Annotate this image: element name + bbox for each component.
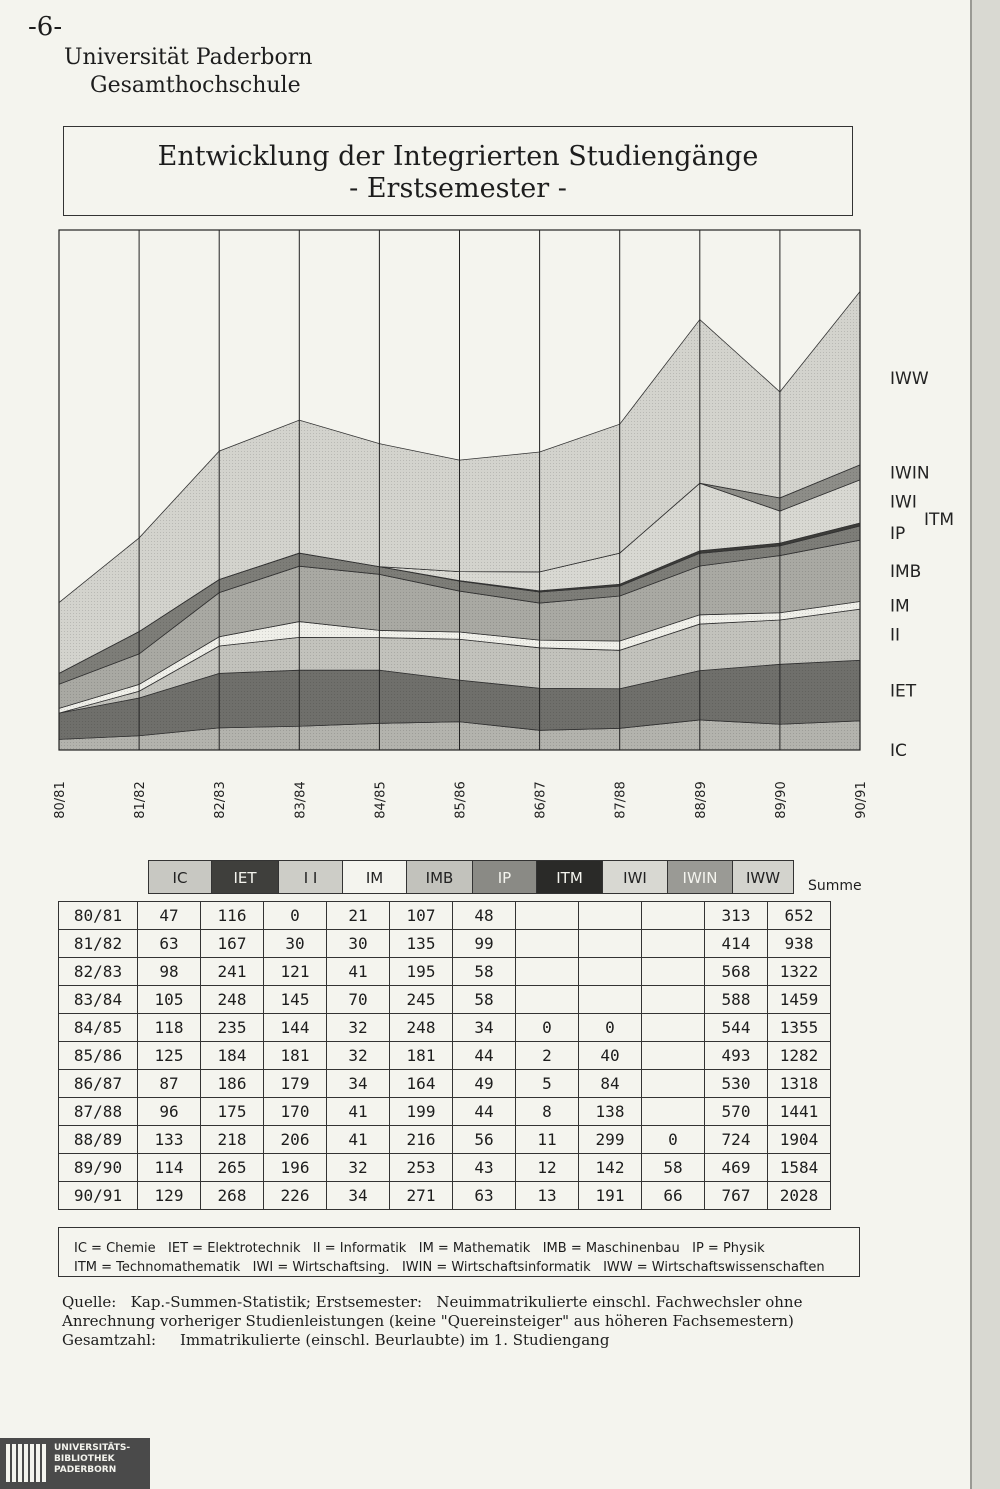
table-cell: 129: [138, 1182, 201, 1210]
table-cell: 253: [390, 1154, 453, 1182]
table-cell: 145: [264, 986, 327, 1014]
series-label-iwin: IWIN: [890, 463, 930, 484]
table-cell: 12: [516, 1154, 579, 1182]
table-cell: 114: [138, 1154, 201, 1182]
logo-bar: [30, 1444, 34, 1482]
table-cell: 767: [705, 1182, 768, 1210]
table-cell: [579, 986, 642, 1014]
row-year: 90/91: [59, 1182, 138, 1210]
table-cell: 226: [264, 1182, 327, 1210]
table-cell: [642, 958, 705, 986]
table-cell: 43: [453, 1154, 516, 1182]
table-cell: [642, 902, 705, 930]
table-cell: 195: [390, 958, 453, 986]
table-cell: 5: [516, 1070, 579, 1098]
table-cell: 2: [516, 1042, 579, 1070]
table-cell: 268: [201, 1182, 264, 1210]
table-cell: 84: [579, 1070, 642, 1098]
table-cell: [642, 930, 705, 958]
table-cell: 116: [201, 902, 264, 930]
chart-title-line-1: Entwicklung der Integrierten Studiengänge: [157, 141, 759, 172]
row-sum: 1355: [768, 1014, 831, 1042]
logo-bar: [24, 1444, 28, 1482]
table-cell: 724: [705, 1126, 768, 1154]
table-cell: 32: [327, 1014, 390, 1042]
table-cell: 0: [516, 1014, 579, 1042]
table-row: [59, 902, 831, 930]
table-cell: 105: [138, 986, 201, 1014]
row-sum: 652: [768, 902, 831, 930]
row-year: 88/89: [59, 1126, 138, 1154]
table-cell: 58: [453, 958, 516, 986]
header-label: IET: [229, 869, 260, 887]
table-cell: [642, 1070, 705, 1098]
institution-line-1: Universität Paderborn: [64, 45, 313, 70]
row-year: 85/86: [59, 1042, 138, 1070]
table-cell: 118: [138, 1014, 201, 1042]
table-cell: 216: [390, 1126, 453, 1154]
table-cell: 98: [138, 958, 201, 986]
table-cell: 21: [327, 902, 390, 930]
row-sum: 2028: [768, 1182, 831, 1210]
table-cell: 0: [642, 1126, 705, 1154]
table-row: [59, 1098, 831, 1126]
table-cell: 32: [327, 1042, 390, 1070]
header-iet: [211, 860, 279, 894]
header-iwin: [667, 860, 733, 894]
header-imb: [406, 860, 473, 894]
table-cell: 41: [327, 1126, 390, 1154]
table-row: [59, 1014, 831, 1042]
table-cell: 11: [516, 1126, 579, 1154]
library-logo: [0, 1438, 150, 1489]
x-tick-label: 88/89: [693, 781, 709, 819]
table-cell: 588: [705, 986, 768, 1014]
header-iwi: [602, 860, 668, 894]
table-cell: [516, 986, 579, 1014]
table-cell: 70: [327, 986, 390, 1014]
table-row: [59, 1182, 831, 1210]
abbreviation-line-2: ITM = Technomathematik IWI = Wirtschaftsing. IWIN = Wirtschaftsinformatik IWW = Wirtschaftswissenschaften: [74, 1260, 825, 1275]
series-label-ii: II: [890, 625, 901, 646]
series-label-iwi: IWI: [890, 492, 917, 513]
library-logo-text: [54, 1443, 130, 1476]
row-sum: 1441: [768, 1098, 831, 1126]
x-tick-label: 82/83: [213, 781, 229, 819]
x-tick-label: 86/87: [533, 781, 549, 819]
table-cell: [642, 1014, 705, 1042]
header-label: IP: [494, 869, 515, 887]
table-cell: 107: [390, 902, 453, 930]
summe-header: Summe: [808, 878, 862, 894]
table-cell: 299: [579, 1126, 642, 1154]
table-cell: 181: [264, 1042, 327, 1070]
table-cell: 530: [705, 1070, 768, 1098]
x-tick-label: 84/85: [373, 781, 389, 819]
library-line-1: UNIVERSITÄTS-: [54, 1443, 131, 1453]
row-year: 81/82: [59, 930, 138, 958]
table-row: [59, 958, 831, 986]
series-label-ic: IC: [890, 741, 907, 761]
institution-line-2: Gesamthochschule: [90, 73, 301, 98]
series-label-itm: ITM: [924, 510, 955, 531]
table-cell: 0: [579, 1014, 642, 1042]
table-cell: 47: [138, 902, 201, 930]
table-cell: [516, 930, 579, 958]
table-cell: 271: [390, 1182, 453, 1210]
table-cell: 87: [138, 1070, 201, 1098]
abbreviation-legend: [58, 1227, 860, 1277]
header-label: IC: [172, 869, 188, 887]
table-cell: 34: [327, 1070, 390, 1098]
table-cell: 544: [705, 1014, 768, 1042]
table-cell: 32: [327, 1154, 390, 1182]
row-year: 89/90: [59, 1154, 138, 1182]
table-cell: 184: [201, 1042, 264, 1070]
x-tick-label: 87/88: [613, 781, 629, 819]
header-label: ITM: [552, 869, 587, 887]
table-cell: 181: [390, 1042, 453, 1070]
table-cell: [516, 902, 579, 930]
table-cell: 167: [201, 930, 264, 958]
row-sum: 1904: [768, 1126, 831, 1154]
table-row: [59, 930, 831, 958]
table-cell: 133: [138, 1126, 201, 1154]
series-label-imb: IMB: [890, 561, 922, 582]
header-itm: [536, 860, 603, 894]
x-tick-label: 90/91: [854, 781, 869, 819]
table-cell: 58: [453, 986, 516, 1014]
header-label: I I: [303, 869, 318, 887]
library-line-2: BIBLIOTHEK: [54, 1454, 115, 1464]
table-cell: 63: [138, 930, 201, 958]
logo-bar: [42, 1444, 46, 1482]
table-cell: 99: [453, 930, 516, 958]
x-tick-label: 89/90: [773, 781, 789, 819]
table-cell: 58: [642, 1154, 705, 1182]
source-line-2: Anrechnung vorheriger Studienleistungen (keine "Quereinsteiger" aus höheren Fachsemestern): [62, 1312, 794, 1330]
row-sum: 1282: [768, 1042, 831, 1070]
chart-title-line-2: - Erstsemester -: [349, 173, 567, 204]
row-sum: 1584: [768, 1154, 831, 1182]
page-number: -6-: [28, 12, 63, 42]
library-line-3: PADERBORN: [54, 1465, 117, 1475]
table-cell: [642, 1042, 705, 1070]
series-label-im: IM: [890, 596, 910, 617]
table-cell: 56: [453, 1126, 516, 1154]
table-cell: 44: [453, 1098, 516, 1126]
table-row: [59, 1070, 831, 1098]
header-label: IWI: [623, 869, 647, 887]
table-cell: [642, 1098, 705, 1126]
header-ii: [278, 860, 343, 894]
table-cell: 191: [579, 1182, 642, 1210]
header-label: IWIN: [679, 869, 722, 887]
abbreviation-line-1: IC = Chemie IET = Elektrotechnik II = Informatik IM = Mathematik IMB = Maschinenbau IP = Physik: [74, 1241, 765, 1256]
x-tick-label: 83/84: [293, 781, 309, 819]
table-cell: 30: [327, 930, 390, 958]
header-iww: [732, 860, 794, 894]
data-table: [58, 901, 831, 1210]
table-cell: [579, 930, 642, 958]
table-cell: [579, 958, 642, 986]
table-cell: 199: [390, 1098, 453, 1126]
table-cell: 196: [264, 1154, 327, 1182]
table-cell: 265: [201, 1154, 264, 1182]
logo-bar: [36, 1444, 40, 1482]
table-cell: 13: [516, 1182, 579, 1210]
table-row: [59, 1126, 831, 1154]
header-im: [342, 860, 407, 894]
logo-bar: [12, 1444, 16, 1482]
series-label-iww: IWW: [890, 369, 929, 390]
series-label-ip: IP: [890, 524, 906, 545]
table-cell: 49: [453, 1070, 516, 1098]
x-tick-label: 81/82: [133, 781, 149, 819]
table-cell: 125: [138, 1042, 201, 1070]
row-year: 87/88: [59, 1098, 138, 1126]
table-cell: 206: [264, 1126, 327, 1154]
table-cell: 164: [390, 1070, 453, 1098]
row-sum: 1318: [768, 1070, 831, 1098]
header-ic: [148, 860, 212, 894]
source-note: [62, 1293, 802, 1350]
row-year: 82/83: [59, 958, 138, 986]
table-cell: 493: [705, 1042, 768, 1070]
table-cell: 313: [705, 902, 768, 930]
table-cell: 179: [264, 1070, 327, 1098]
table-cell: 44: [453, 1042, 516, 1070]
table-row: [59, 1154, 831, 1182]
series-label-iet: IET: [890, 681, 917, 702]
table-cell: 144: [264, 1014, 327, 1042]
logo-bar: [6, 1444, 10, 1482]
row-year: 80/81: [59, 902, 138, 930]
header-ip: [472, 860, 537, 894]
x-tick-label: 80/81: [53, 781, 68, 819]
table-cell: 0: [264, 902, 327, 930]
table-row: [59, 1042, 831, 1070]
row-sum: 1322: [768, 958, 831, 986]
table-cell: 121: [264, 958, 327, 986]
table-cell: 568: [705, 958, 768, 986]
row-sum: 1459: [768, 986, 831, 1014]
table-cell: 570: [705, 1098, 768, 1126]
table-cell: 66: [642, 1182, 705, 1210]
table-row: [59, 986, 831, 1014]
table-cell: 8: [516, 1098, 579, 1126]
table-cell: 34: [327, 1182, 390, 1210]
source-line-3: Gesamtzahl: Immatrikulierte (einschl. Beurlaubte) im 1. Studiengang: [62, 1331, 610, 1349]
table-cell: 96: [138, 1098, 201, 1126]
table-cell: 138: [579, 1098, 642, 1126]
table-cell: 248: [390, 1014, 453, 1042]
header-label: IMB: [425, 869, 454, 887]
table-cell: 63: [453, 1182, 516, 1210]
table-cell: 241: [201, 958, 264, 986]
x-tick-label: 85/86: [453, 781, 469, 819]
table-cell: 414: [705, 930, 768, 958]
table-cell: 469: [705, 1154, 768, 1182]
header-label: IWW: [745, 869, 781, 887]
logo-bar: [18, 1444, 22, 1482]
table-cell: [642, 986, 705, 1014]
table-cell: 40: [579, 1042, 642, 1070]
table-cell: 170: [264, 1098, 327, 1126]
table-cell: 245: [390, 986, 453, 1014]
table-cell: 48: [453, 902, 516, 930]
row-year: 83/84: [59, 986, 138, 1014]
table-cell: 30: [264, 930, 327, 958]
row-year: 86/87: [59, 1070, 138, 1098]
table-cell: [516, 958, 579, 986]
row-year: 84/85: [59, 1014, 138, 1042]
table-cell: 186: [201, 1070, 264, 1098]
table-cell: [579, 902, 642, 930]
table-cell: 248: [201, 986, 264, 1014]
source-line-1: Quelle: Kap.-Summen-Statistik; Erstsemester: Neuimmatrikulierte einschl. Fachwechsler ohne: [62, 1293, 803, 1311]
row-sum: 938: [768, 930, 831, 958]
table-cell: 41: [327, 1098, 390, 1126]
table-cell: 34: [453, 1014, 516, 1042]
table-cell: 142: [579, 1154, 642, 1182]
table-cell: 41: [327, 958, 390, 986]
table-cell: 235: [201, 1014, 264, 1042]
table-cell: 135: [390, 930, 453, 958]
table-cell: 175: [201, 1098, 264, 1126]
header-label: IM: [365, 869, 384, 887]
table-cell: 218: [201, 1126, 264, 1154]
